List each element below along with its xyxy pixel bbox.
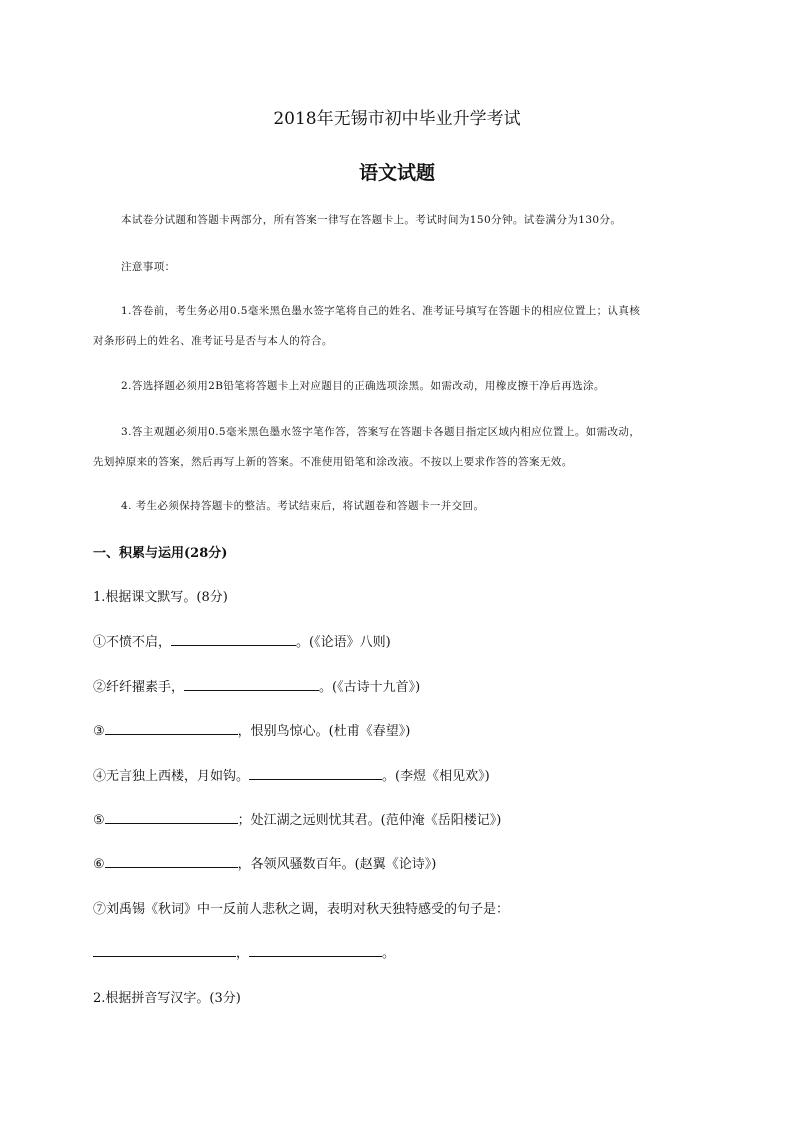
notes-heading: 注意事项： xyxy=(121,261,176,273)
section-1-heading: 一、积累与运用(28分) xyxy=(93,546,228,561)
recitation-item-2 xyxy=(93,676,420,695)
answer-blank[interactable] xyxy=(93,944,236,957)
note-4: 4. 考生必须保持答题卡的整洁。考试结束后，将试题卷和答题卡一并交回。 xyxy=(121,500,485,512)
answer-blank[interactable] xyxy=(105,722,238,735)
question-2-label: 2.根据拼音写汉字。(3分) xyxy=(93,991,241,1006)
note-1-line-1: 1.答卷前，考生务必用0.5毫米黑色墨水签字笔将自己的姓名、准考证号填写在答题卡的相应位置上；认真核 xyxy=(121,305,641,317)
question-1-label: 1.根据课文默写。(8分) xyxy=(93,590,228,605)
item-2-after: 。(《古诗十九首》) xyxy=(319,680,421,695)
note-1-line-2: 对条形码上的姓名、准考证号是否与本人的符合。 xyxy=(93,335,333,347)
item-5-before: ⑤ xyxy=(93,813,105,828)
recitation-item-7-answer-line xyxy=(93,942,395,961)
answer-blank[interactable] xyxy=(105,855,238,868)
intro-text: 本试卷分试题和答题卡两部分，所有答案一律写在答题卡上。考试时间为150分钟。试卷满分为130分。 xyxy=(121,214,622,226)
item-1-after: 。(《论语》八则) xyxy=(296,635,391,650)
item-4-after: 。(李煜《相见欢》) xyxy=(382,769,490,784)
recitation-item-3 xyxy=(93,720,410,739)
exam-title: 2018年无锡市初中毕业升学考试 xyxy=(273,109,521,129)
answer-blank[interactable] xyxy=(249,944,382,957)
recitation-item-7: ⑦刘禹锡《秋词》中一反前人悲秋之调，表明对秋天独特感受的句子是： xyxy=(93,902,510,917)
answer-blank[interactable] xyxy=(184,678,319,691)
item-6-before: ⑥ xyxy=(93,857,105,872)
item-3-before: ③ xyxy=(93,724,105,739)
note-3-line-1: 3.答主观题必须用0.5毫米黑色墨水签字笔作答，答案写在答题卡各题目指定区域内相应位置上。如需改动， xyxy=(121,426,641,438)
note-3-line-2: 先划掉原来的答案，然后再写上新的答案。不准使用铅笔和涂改液。不按以上要求作答的答案无效。 xyxy=(93,456,573,468)
answer-blank[interactable] xyxy=(171,633,296,646)
item-1-before: ①不愤不启， xyxy=(93,635,172,650)
recitation-item-4 xyxy=(93,765,490,784)
recitation-item-1 xyxy=(93,631,391,650)
item-7-end: 。 xyxy=(382,946,396,961)
answer-blank[interactable] xyxy=(249,767,382,780)
recitation-item-6 xyxy=(93,853,436,872)
recitation-item-5 xyxy=(93,809,501,828)
item-7-separator: ， xyxy=(236,946,250,961)
item-2-before: ②纤纤擢素手， xyxy=(93,680,185,695)
item-4-before: ④无言独上西楼，月如钩。 xyxy=(93,769,250,784)
item-6-after: ，各领风骚数百年。(赵翼《论诗》) xyxy=(237,857,437,872)
note-2: 2.答选择题必须用2B铅笔将答题卡上对应题目的正确选项涂黑。如需改动，用橡皮擦干净后再选涂。 xyxy=(121,380,605,392)
item-3-after: ，恨别鸟惊心。(杜甫《春望》) xyxy=(237,724,411,739)
answer-blank[interactable] xyxy=(105,811,238,824)
item-5-after: ；处江湖之远则忧其君。(范仲淹《岳阳楼记》) xyxy=(237,813,502,828)
exam-subtitle: 语文试题 xyxy=(358,162,435,184)
